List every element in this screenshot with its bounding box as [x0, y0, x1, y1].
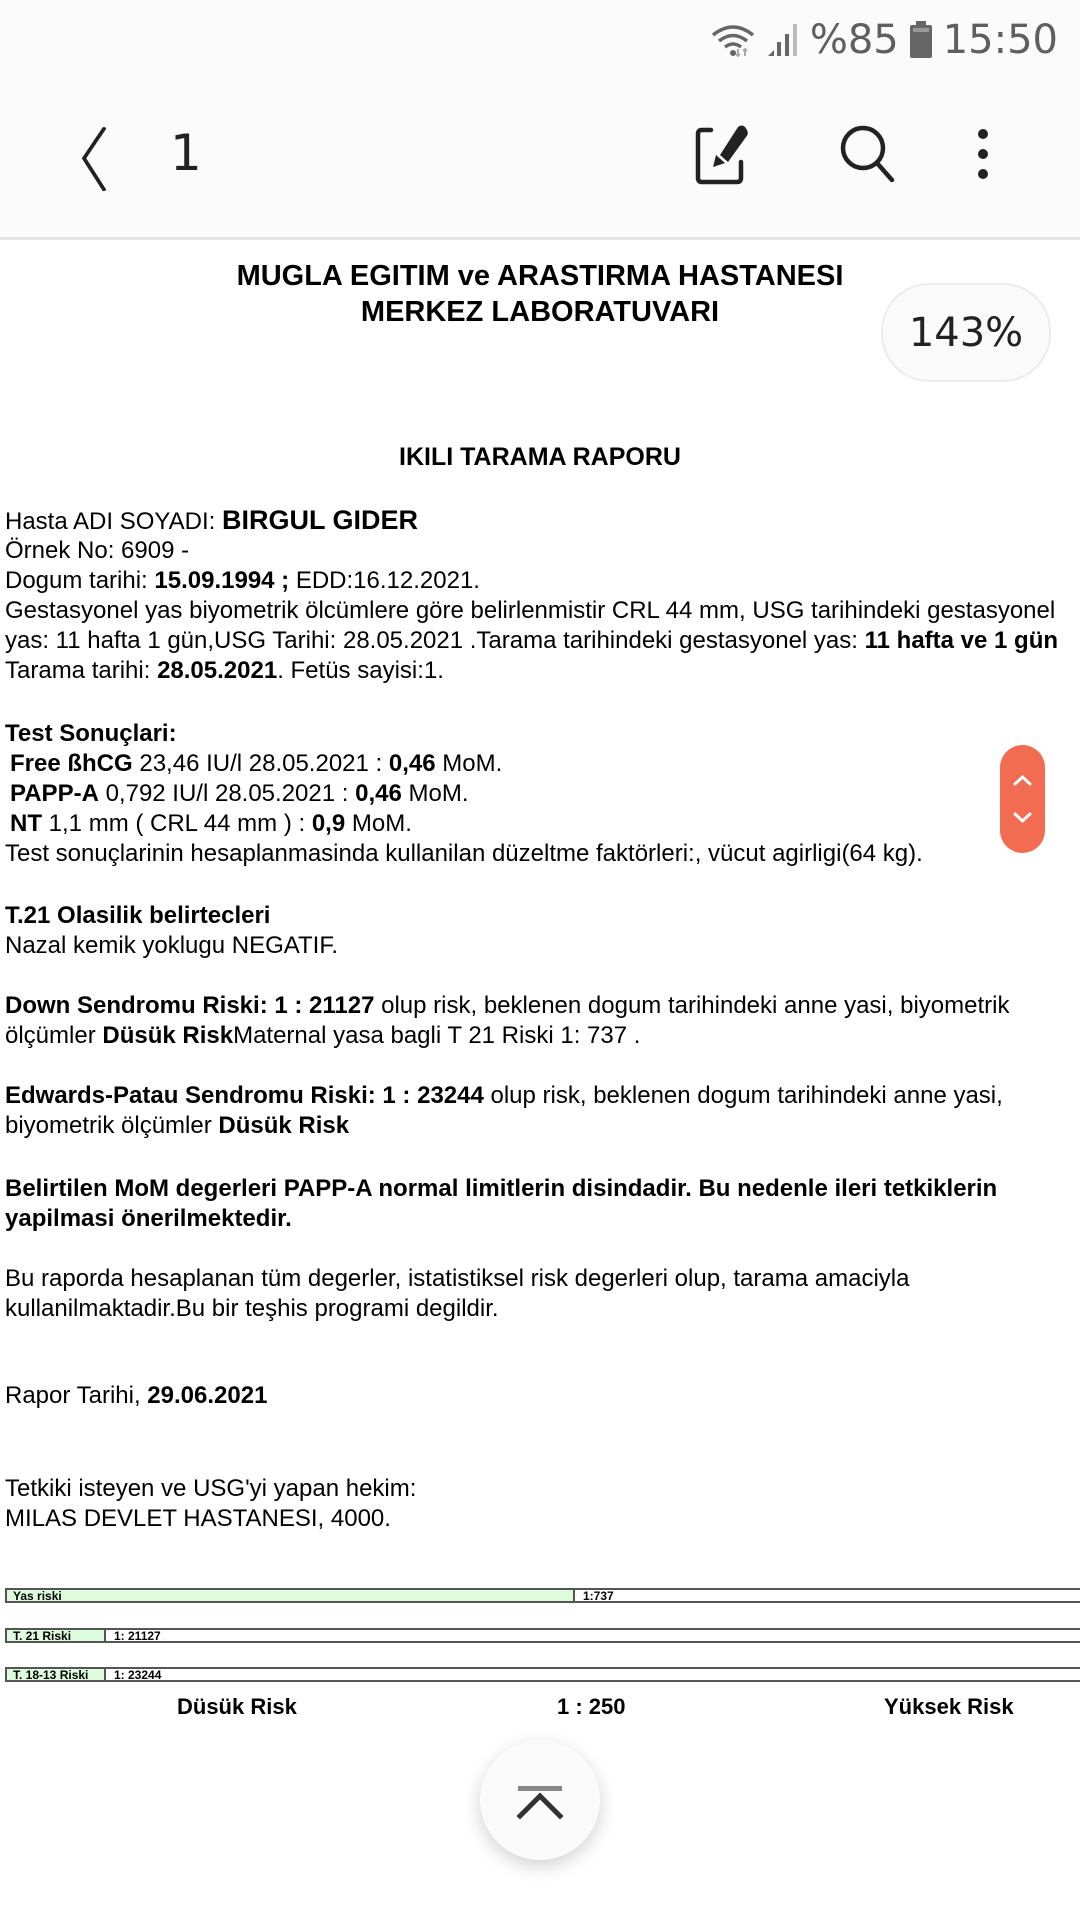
fetus-count: . Fetüs sayisi:1.	[277, 657, 444, 684]
test-value: 1,1 mm ( CRL 44 mm ) :	[42, 810, 312, 837]
risk-row-value: 1:737	[583, 1588, 614, 1603]
search-button[interactable]	[838, 122, 898, 186]
physician-label: Tetkiki isteyen ve USG'yi yapan hekim:	[5, 1475, 417, 1502]
chevron-up-icon	[1000, 745, 1045, 853]
gestational-line-2	[5, 627, 1058, 655]
edwards-risk-text: olup risk, beklenen dogum tarihindeki anne yasi,	[483, 1082, 1003, 1109]
chevron-down-icon	[1015, 814, 1030, 821]
edd-value: EDD:16.12.2021.	[289, 567, 480, 594]
risk-bar-t21	[5, 1628, 1080, 1643]
edit-button[interactable]	[695, 122, 755, 186]
risk-bar-fill	[5, 1590, 575, 1601]
risk-bar-t18-13	[5, 1667, 1080, 1682]
more-vert-icon	[965, 122, 1001, 186]
edwards-risk-line-2	[5, 1112, 349, 1140]
gest-age: 11 hafta ve 1 gün	[864, 627, 1059, 654]
hospital-name: MUGLA EGITIM ve ARASTIRMA HASTANESI	[236, 260, 844, 292]
app-bar	[0, 80, 1080, 240]
down-risk-label: Down Sendromu Riski: 1 : 21127	[5, 992, 375, 1019]
screening-date-line	[5, 657, 444, 685]
signal-icon	[766, 22, 800, 58]
screening-date: 28.05.2021	[157, 657, 278, 684]
risk-row-label: T. 21 Riski	[13, 1628, 72, 1643]
battery-icon	[909, 21, 933, 59]
scroll-to-top-icon	[480, 1740, 600, 1860]
test-suffix: MoM.	[345, 810, 412, 837]
cutoff-label: 1 : 250	[557, 1694, 626, 1719]
test-results-heading: Test Sonuçlari:	[5, 720, 177, 747]
test-row	[10, 780, 468, 808]
markers-heading: T.21 Olasilik belirtecleri	[5, 902, 271, 929]
wifi-icon	[710, 23, 756, 57]
screening-label: Tarama tarihi:	[5, 657, 158, 684]
high-risk-label: Yüksek Risk	[884, 1694, 1014, 1719]
fast-scroll-handle[interactable]	[1000, 745, 1045, 853]
patient-name: BIRGUL GIDER	[221, 505, 418, 535]
edwards-risk-line-1	[5, 1082, 1003, 1110]
down-risk-text2: ölçümler	[5, 1022, 103, 1049]
sample-number: Örnek No: 6909 -	[5, 537, 190, 564]
risk-row-label: T. 18-13 Riski	[13, 1667, 89, 1682]
risk-row-value: 1: 23244	[114, 1667, 162, 1682]
chevron-left-icon	[72, 124, 122, 194]
clock: 15:50	[942, 17, 1058, 63]
pdf-page	[0, 240, 1080, 1920]
status-bar	[0, 0, 1080, 80]
risk-bar-age	[5, 1588, 1080, 1603]
more-options-button[interactable]	[965, 122, 1001, 186]
test-name: NT	[10, 810, 42, 837]
birth-date-line	[5, 567, 480, 595]
disclaimer-line-1: Bu raporda hesaplanan tüm degerler, istatistiksel risk degerleri olup, tarama amaciyla	[5, 1265, 910, 1292]
patient-name-line	[5, 505, 418, 536]
edwards-risk-text2: biyometrik ölçümler	[5, 1112, 219, 1139]
down-risk-level: Düsük Risk	[102, 1022, 234, 1049]
nasal-bone: Nazal kemik yoklugu NEGATIF.	[5, 932, 338, 959]
test-suffix: MoM.	[435, 750, 503, 777]
maternal-risk: Maternal yasa bagli T 21 Riski 1: 737 .	[233, 1022, 641, 1049]
report-date: 29.06.2021	[147, 1382, 268, 1409]
test-name: Free ßhCG	[10, 750, 133, 777]
report-title: IKILI TARAMA RAPORU	[399, 443, 681, 471]
test-value: 0,792 IU/l 28.05.2021 :	[98, 780, 356, 807]
down-risk-line-1	[5, 992, 1009, 1020]
search-icon	[838, 122, 898, 186]
page-number: 1	[170, 124, 202, 182]
risk-row-value: 1: 21127	[114, 1628, 161, 1643]
test-suffix: MoM.	[401, 780, 469, 807]
status-icons	[710, 10, 1058, 70]
low-risk-label: Düsük Risk	[177, 1694, 297, 1719]
gest-text: yas: 11 hafta 1 gün,USG Tarihi: 28.05.2021 .Tarama tarihindeki gestasyonel yas:	[5, 627, 865, 654]
edwards-risk-label: Edwards-Patau Sendromu Riski: 1 : 23244	[5, 1082, 484, 1109]
risk-bar-fill	[5, 1630, 106, 1641]
test-mom: 0,46	[388, 750, 436, 777]
test-mom: 0,46	[355, 780, 402, 807]
down-risk-text: olup risk, beklenen dogum tarihindeki anne yasi, biyometrik	[374, 992, 1010, 1019]
dob-label: Dogum tarihi:	[5, 567, 155, 594]
scroll-to-top-button[interactable]	[480, 1740, 600, 1860]
report-date-line	[5, 1382, 267, 1410]
edit-icon	[695, 122, 755, 186]
edwards-risk-level: Düsük Risk	[218, 1112, 350, 1139]
risk-row-label: Yas riski	[13, 1588, 62, 1603]
correction-factors: Test sonuçlarinin hesaplanmasinda kullanilan düzeltme faktörleri:, vücut agirligi(64 kg).	[5, 840, 923, 867]
disclaimer-line-2: kullanilmaktadir.Bu bir teşhis programi degildir.	[5, 1295, 499, 1322]
warning-line-2: yapilmasi önerilmektedir.	[5, 1205, 292, 1232]
risk-bar-fill	[5, 1669, 106, 1680]
back-button[interactable]	[72, 124, 122, 194]
report-date-label: Rapor Tarihi,	[5, 1382, 148, 1409]
gestational-line-1: Gestasyonel yas biyometrik ölcümlere göre belirlenmistir CRL 44 mm, USG tarihindeki gestasyonel	[5, 597, 1056, 624]
battery-percent: %85	[809, 17, 899, 63]
dob-value: 15.09.1994 ;	[154, 567, 290, 594]
down-risk-line-2	[5, 1022, 640, 1050]
test-value: 23,46 IU/l 28.05.2021 :	[132, 750, 389, 777]
test-name: PAPP-A	[10, 780, 99, 807]
patient-name-label: Hasta ADI SOYADI:	[5, 508, 222, 535]
physician-name: MILAS DEVLET HASTANESI, 4000.	[5, 1505, 391, 1532]
test-row	[10, 810, 412, 838]
zoom-level-indicator: 143%	[881, 283, 1051, 382]
test-mom: 0,9	[311, 810, 346, 837]
lab-name: MERKEZ LABORATUVARI	[360, 296, 720, 328]
test-row	[10, 750, 502, 778]
warning-line-1: Belirtilen MoM degerleri PAPP-A normal limitlerin disindadir. Bu nedenle ileri tetkiklerin	[5, 1175, 998, 1202]
